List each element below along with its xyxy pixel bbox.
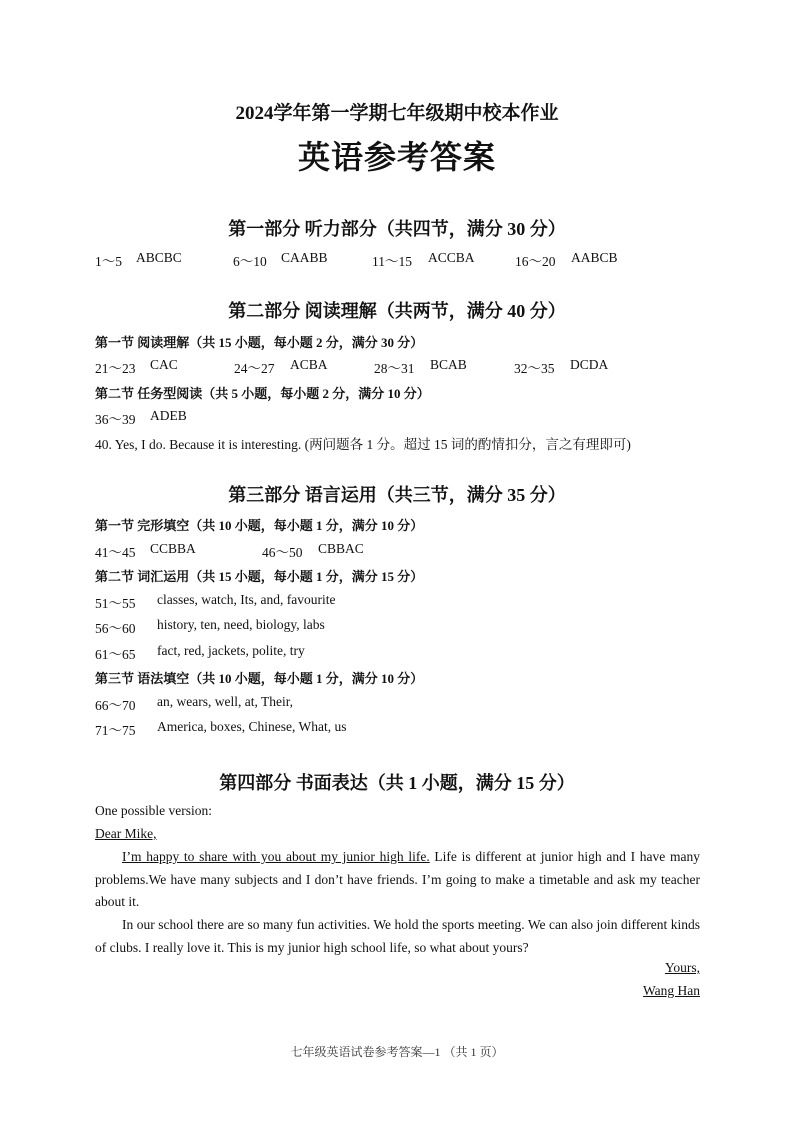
letter-paragraph-2: In our school there are so many fun activities. We hold the sports meeting. We can also join different kinds of clubs. I really love it. This is my junior high school life, so what about yours? (95, 917, 700, 955)
paragraph-1-text: Life is different at junior high and I have many problems.We have many subjects and I don’t have friends. I’m going to make a timetable and ask my teacher about it. (95, 849, 701, 909)
document-subtitle: 英语参考答案 (297, 139, 496, 175)
answer-value: AABCB (571, 250, 618, 265)
answer-value: CAABB (281, 250, 328, 265)
letter-signature: Wang Han (642, 983, 700, 998)
part4-heading: 第四部分 书面表达（共 1 小题，满分 15 分） (219, 773, 575, 793)
part2-heading: 第二部分 阅读理解（共两节，满分 40 分） (228, 301, 566, 321)
answer-range: 46～50 (262, 545, 303, 560)
part3-heading: 第三部分 语言运用（共三节，满分 35 分） (228, 485, 566, 505)
answer-range: 21～23 (95, 361, 136, 376)
answer-value: CAC (150, 357, 178, 372)
answer-value: CBBAC (318, 541, 364, 556)
letter-closing: Yours, (664, 960, 700, 975)
answer-value: ACCBA (428, 250, 475, 265)
page-footer: 七年级英语试卷参考答案—1 （共 1 页） (290, 1045, 504, 1059)
answer-value: ADEB (150, 408, 187, 423)
underlined-topic-sentence: I’m happy to share with you about my junior high life. (122, 849, 430, 864)
letter-paragraph-1 (95, 846, 700, 914)
part3-section1-title: 第一节 完形填空（共 10 小题，每小题 1 分，满分 10 分） (95, 518, 424, 533)
answer-range: 11～15 (372, 254, 412, 269)
answer-value: DCDA (570, 357, 609, 372)
answer-range: 36～39 (95, 412, 136, 427)
answer-value: America, boxes, Chinese, What, us (157, 719, 347, 734)
answer-value: ACBA (290, 357, 328, 372)
answer-range: 1～5 (95, 254, 122, 269)
answer-value: ABCBC (136, 250, 182, 265)
answer-value: BCAB (430, 357, 467, 372)
answer-range: 66～70 (95, 698, 136, 713)
answer-range: 24～27 (234, 361, 275, 376)
part1-heading: 第一部分 听力部分（共四节，满分 30 分） (228, 219, 566, 239)
part3-section2-title: 第二节 词汇运用（共 15 小题，每小题 1 分，满分 15 分） (95, 569, 424, 584)
part2-section2-title: 第二节 任务型阅读（共 5 小题，每小题 2 分，满分 10 分） (95, 386, 430, 401)
answer-range: 51～55 (95, 596, 136, 611)
answer-range: 56～60 (95, 621, 136, 636)
sample-intro: One possible version: (95, 803, 212, 818)
answer-range: 41～45 (95, 545, 136, 560)
answer-value: CCBBA (150, 541, 196, 556)
answer-range: 16～20 (515, 254, 556, 269)
answer-range: 61～65 (95, 647, 136, 662)
answer-value: an, wears, well, at, Their, (157, 694, 294, 709)
answer-value: history, ten, need, biology, labs (157, 617, 325, 632)
answer-value: classes, watch, Its, and, favourite (157, 592, 336, 607)
answer-range: 71～75 (95, 723, 136, 738)
letter-greeting: Dear Mike, (95, 826, 157, 841)
document-title: 2024学年第一学期七年级期中校本作业 (235, 103, 559, 124)
answer-range: 32～35 (514, 361, 555, 376)
question-40-answer: 40. Yes, I do. Because it is interesting. (两问题各 1 分。超过 15 词的酌情扣分，言之有理即可) (95, 437, 631, 452)
answer-value: fact, red, jackets, polite, try (157, 643, 305, 658)
answer-range: 28～31 (374, 361, 415, 376)
part3-section3-title: 第三节 语法填空（共 10 小题，每小题 1 分，满分 10 分） (95, 671, 424, 686)
part2-section1-title: 第一节 阅读理解（共 15 小题，每小题 2 分，满分 30 分） (95, 335, 424, 350)
answer-range: 6～10 (233, 254, 267, 269)
